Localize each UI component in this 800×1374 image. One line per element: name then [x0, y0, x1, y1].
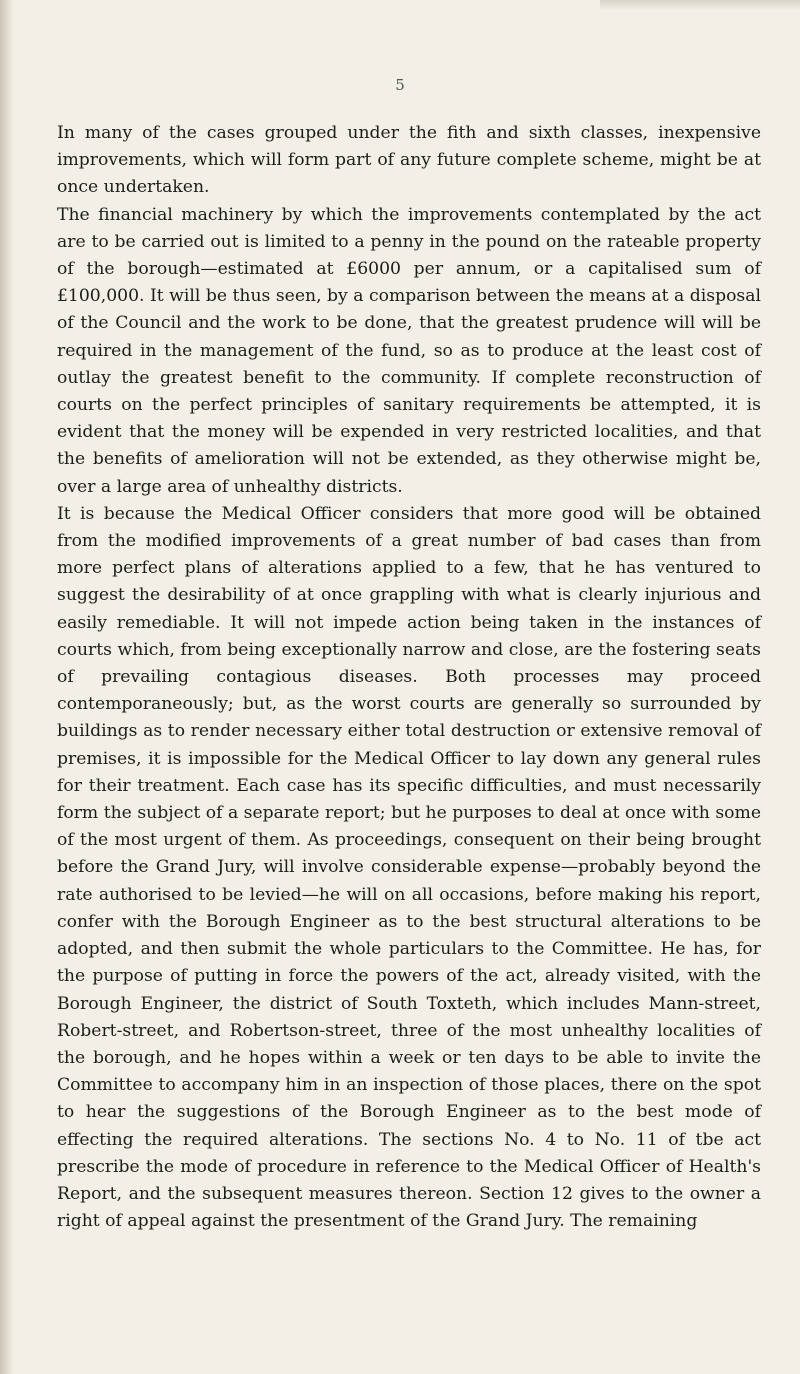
document-body — [57, 120, 761, 1235]
scan-shadow-left — [0, 0, 14, 1374]
paragraph-2: The financial machinery by which the improvements contemplated by the act are to be carried out is limited to a penny in the pound on the rateable property of the borough—estimated at £6000 per annum, or a capitalised sum of £100,000. It will be thus seen, by a comparison between the means at a disposal of the Council and the work to be done, that the greatest prudence will will be required in the management of the fund, so as to produce at the least cost of outlay the greatest benefit to the community. If complete reconstruction of courts on the perfect principles of sanitary requirements be attempted, it is evident that the money will be expended in very restricted localities, and that the benefits of amelioration will not be extended, as they otherwise might be, over a large area of unhealthy districts. — [57, 204, 761, 497]
paragraph-1: In many of the cases grouped under the fith and sixth classes, inexpensive improvements, which will form part of any future complete scheme, might be at once undertaken. — [57, 123, 761, 198]
paragraph-3: It is because the Medical Officer considers that more good will be obtained from the modified improvements of a great number of bad cases than from more perfect plans of alterations applied to a few, that he has ventured to suggest the desirability of at once grappling with what is clearly injurious and easily remediable. It will not impede action being taken in the instances of courts which, from being exceptionally narrow and close, are the fostering seats of prevailing contagious diseases. Both processes may proceed contemporaneously; but, as the worst courts are generally so surrounded by buildings as to render necessary either total destruction or extensive removal of premises, it is impossible for the Medical Officer to lay down any general rules for their treatment. Each case has its specific difficulties, and must necessarily form the subject of a separate report; but he purposes to deal at once with some of the most urgent of them. As proceedings, consequent on their being brought before the Grand Jury, will involve considerable expense—probably beyond the rate authorised to be levied—he will on all occasions, before making his report, confer with the Borough Engineer as to the best structural alterations to be adopted, and then submit the whole particulars to the Committee. He has, for the purpose of putting in force the powers of the act, already visited, with the Borough Engineer, the district of South Toxteth, which includes Mann-street, Robert-street, and Robertson-street, three of the most unhealthy localities of the borough, and he hopes within a week or ten days to be able to invite the Committee to accompany him in an inspection of those places, there on the spot to hear the suggestions of the Borough Engineer as to the best mode of effecting the required alterations. The sections No. 4 to No. 11 of tbe act prescribe the mode of procedure in reference to the Medical Officer of Health's Report, and the subsequent measures thereon. Section 12 gives to the owner a right of appeal against the presentment of the Grand Jury. The remaining — [57, 503, 761, 1232]
page-number: 5 — [395, 76, 405, 94]
scan-shadow-top — [600, 0, 800, 10]
